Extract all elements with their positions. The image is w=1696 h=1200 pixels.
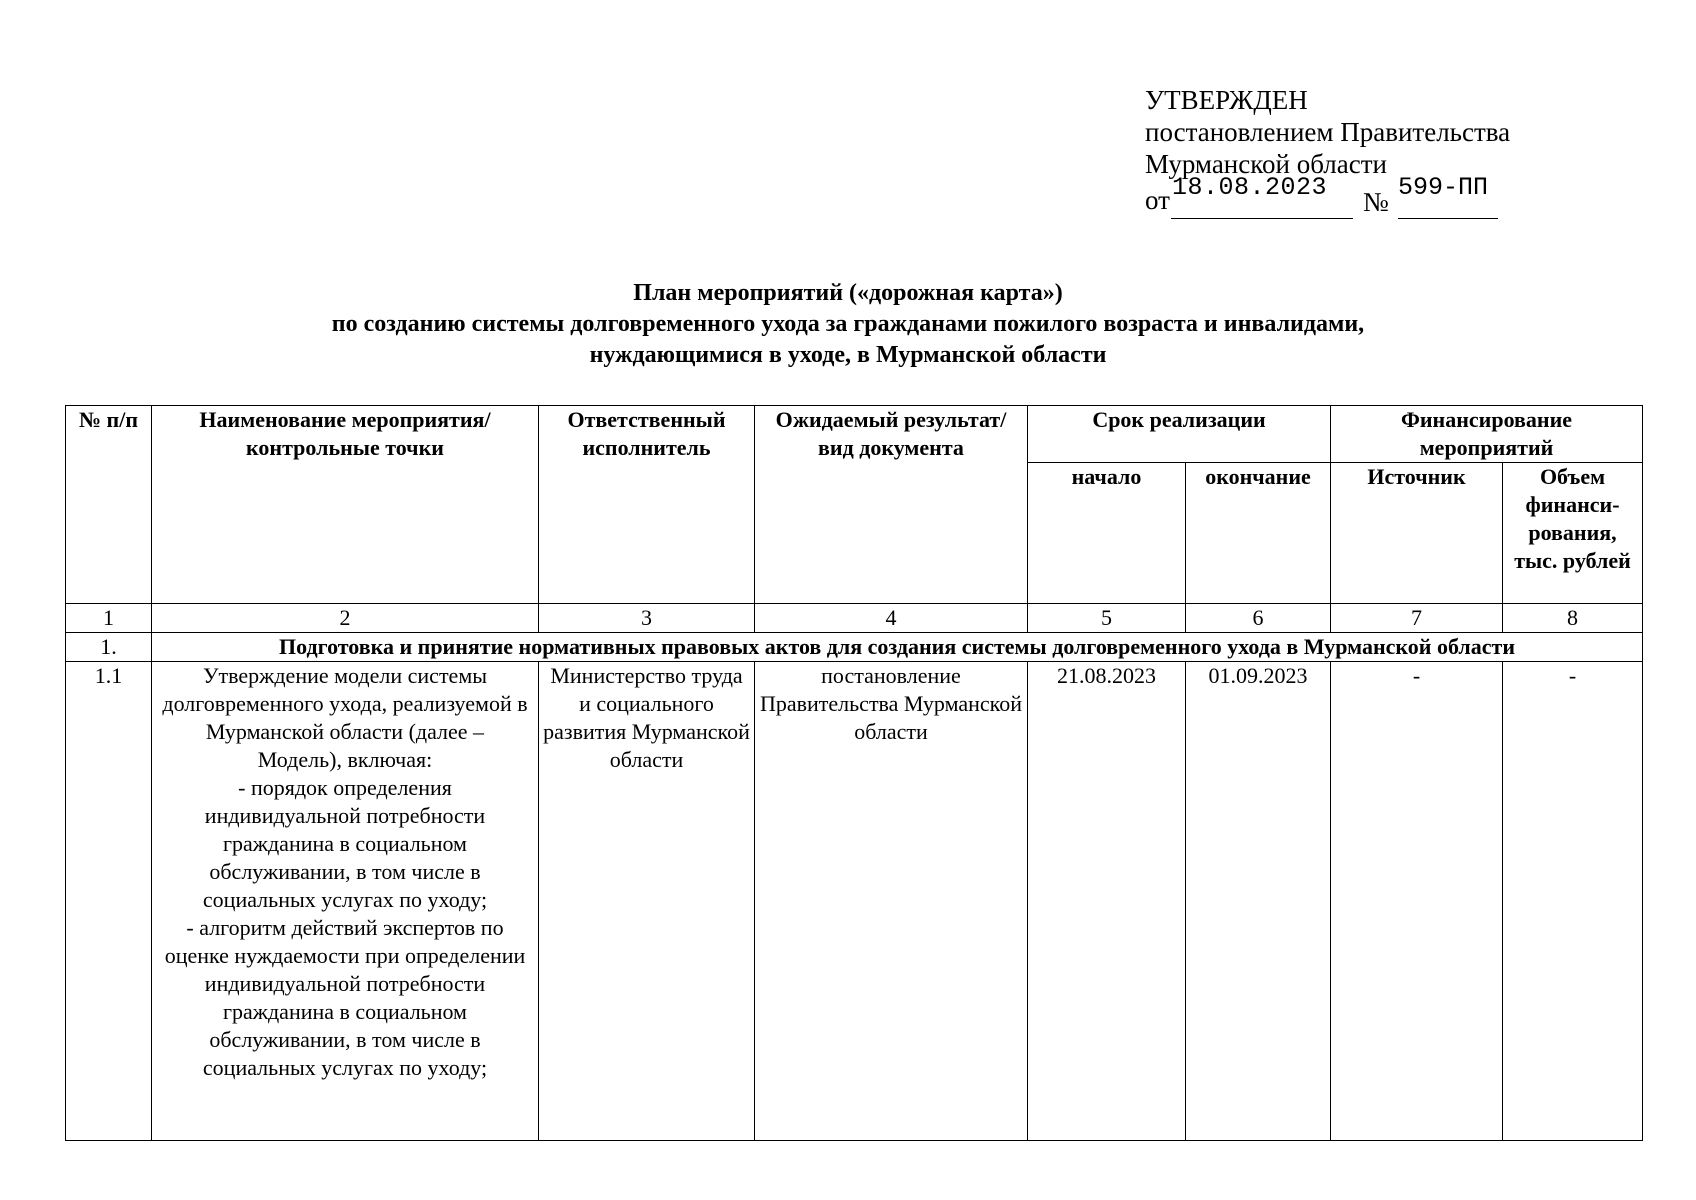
approval-line-3: Мурманской области	[1145, 149, 1387, 179]
header-finance-volume: Объем финанси-рования, тыс. рублей	[1503, 463, 1643, 604]
activity-paragraph: - алгоритм действий экспертов по оценке нуждаемости при определении индивидуальной потребности гражданина в социальном обслуживании, в том числе в социальных услугах по уходу;	[164, 915, 526, 1080]
date-underline	[1171, 218, 1353, 219]
column-number: 3	[539, 604, 755, 633]
title-line-3: нуждающимися в уходе, в Мурманской области	[589, 342, 1107, 368]
number-underline	[1398, 218, 1498, 219]
header-term: Срок реализации	[1028, 406, 1331, 463]
header-name: Наименование мероприятия/ контрольные точки	[152, 406, 539, 604]
header-executor: Ответственный исполнитель	[539, 406, 755, 604]
row-executor: Министерство труда и социального развития Мурманской области	[539, 662, 755, 1141]
column-number: 2	[152, 604, 539, 633]
header-term-end: окончание	[1186, 463, 1331, 604]
column-number: 6	[1186, 604, 1331, 633]
row-start-date: 21.08.2023	[1028, 662, 1186, 1141]
row-result: постановление Правительства Мурманской области	[755, 662, 1028, 1141]
section-title: Подготовка и принятие нормативных правовых актов для создания системы долговременного ухода в Мурманской области	[152, 633, 1643, 662]
table-row	[66, 662, 1643, 1141]
column-number: 5	[1028, 604, 1186, 633]
header-num: № п/п	[66, 406, 152, 604]
column-number: 4	[755, 604, 1028, 633]
section-row	[66, 633, 1643, 662]
activity-paragraph: Утверждение модели системы долговременного ухода, реализуемой в Мурманской области (далее – Модель), включая:	[162, 663, 528, 772]
row-finance-source: -	[1331, 662, 1503, 1141]
approval-number: 599-ПП	[1398, 173, 1489, 202]
section-number: 1.	[66, 633, 152, 662]
header-finance: Финансирование мероприятий	[1331, 406, 1643, 463]
title-line-1: План мероприятий («дорожная карта»)	[633, 280, 1063, 306]
row-end-date: 01.09.2023	[1186, 662, 1331, 1141]
roadmap-table	[65, 405, 1643, 1141]
column-number-row	[66, 604, 1643, 633]
row-activity-name	[152, 662, 539, 1141]
approval-line-2: постановлением Правительства	[1145, 117, 1511, 147]
title-line-2: по созданию системы долговременного ухода за гражданами пожилого возраста и инвалидами,	[331, 311, 1365, 337]
approval-date: 18.08.2023	[1172, 173, 1328, 202]
column-number: 1	[66, 604, 152, 633]
column-number: 7	[1331, 604, 1503, 633]
row-finance-volume: -	[1503, 662, 1643, 1141]
approval-stamp	[1145, 84, 1510, 220]
approval-title: УТВЕРЖДЕН	[1145, 85, 1308, 115]
header-finance-source: Источник	[1331, 463, 1503, 604]
header-result: Ожидаемый результат/вид документа	[755, 406, 1028, 604]
header-term-start: начало	[1028, 463, 1186, 604]
document-title	[0, 278, 1696, 371]
column-number: 8	[1503, 604, 1643, 633]
activity-paragraph: - порядок определения индивидуальной потребности гражданина в социальном обслуживании, в том числе в социальных услугах по уходу;	[202, 775, 488, 912]
number-label: №	[1363, 187, 1389, 217]
from-label: от	[1145, 185, 1170, 215]
header-row-1	[66, 406, 1643, 463]
row-number: 1.1	[66, 662, 152, 1141]
approval-signature-row	[1145, 173, 1510, 220]
